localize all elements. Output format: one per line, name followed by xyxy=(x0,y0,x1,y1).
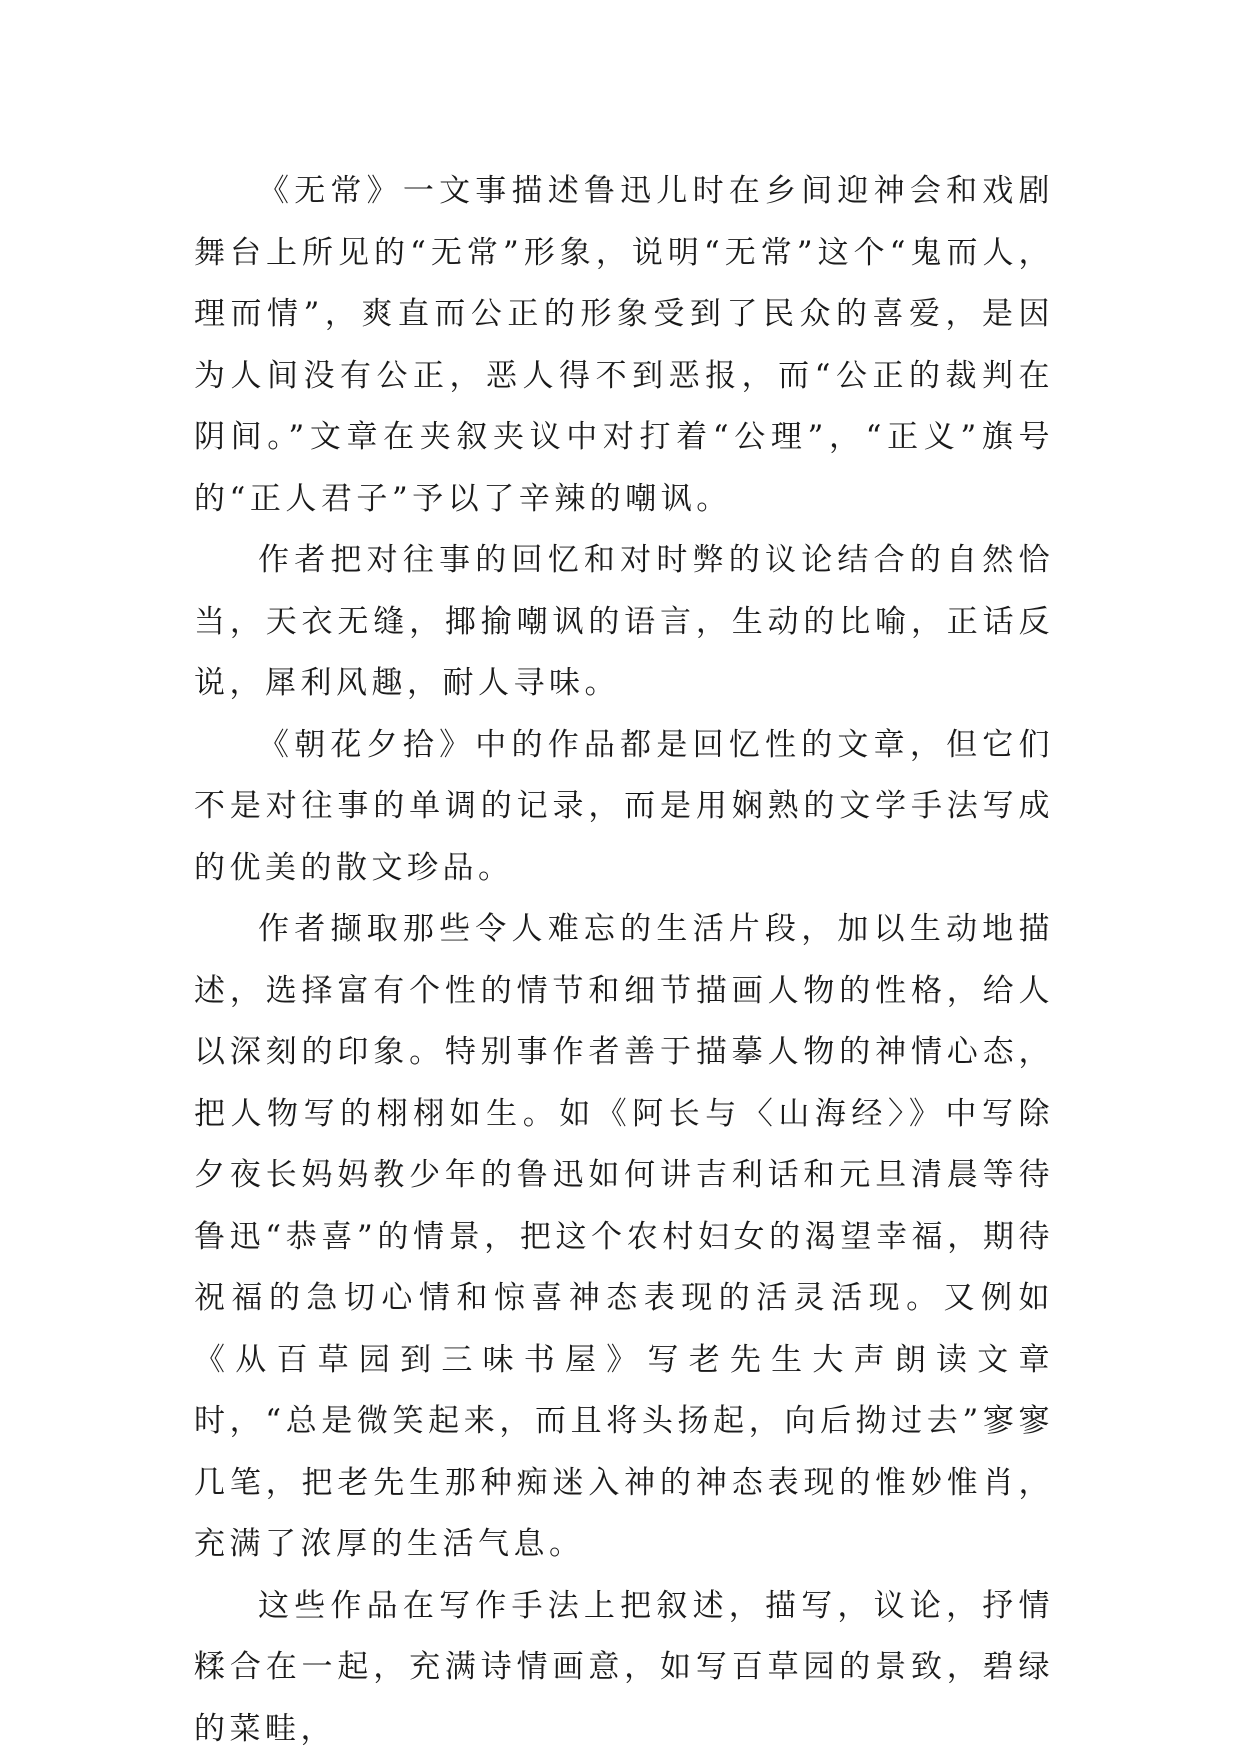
paragraph-5: 这些作品在写作手法上把叙述，描写，议论，抒情糅合在一起，充满诗情画意，如写百草园的景致，碧绿的菜畦， xyxy=(194,1576,1054,1760)
paragraph-4: 作者撷取那些令人难忘的生活片段，加以生动地描述，选择富有个性的情节和细节描画人物的性格，给人以深刻的印象。特别事作者善于描摹人物的神情心态，把人物写的栩栩如生。如《阿长与〈山海经〉》中写除夕夜长妈妈教少年的鲁迅如何讲吉利话和元旦清晨等待鲁迅“恭喜”的情景，把这个农村妇女的渴望幸福，期待祝福的急切心情和惊喜神态表现的活灵活现。又例如《从百草园到三味书屋》写老先生大声朗读文章时，“总是微笑起来，而且将头扬起，向后拗过去”寥寥几笔，把老先生那种痴迷入神的神态表现的惟妙惟肖，充满了浓厚的生活气息。 xyxy=(194,899,1054,1576)
paragraph-1: 《无常》一文事描述鲁迅儿时在乡间迎神会和戏剧舞台上所见的“无常”形象，说明“无常”这个“鬼而人，理而情”，爽直而公正的形象受到了民众的喜爱，是因为人间没有公正，恶人得不到恶报，而“公正的裁判在阴间。”文章在夹叙夹议中对打着“公理”，“正义”旗号的“正人君子”予以了辛辣的嘲讽。 xyxy=(194,161,1054,530)
document-body xyxy=(194,161,1054,1760)
paragraph-2: 作者把对往事的回忆和对时弊的议论结合的自然恰当，天衣无缝，揶揄嘲讽的语言，生动的比喻，正话反说，犀利风趣，耐人寻味。 xyxy=(194,530,1054,715)
paragraph-3: 《朝花夕拾》中的作品都是回忆性的文章，但它们不是对往事的单调的记录，而是用娴熟的文学手法写成的优美的散文珍品。 xyxy=(194,715,1054,900)
